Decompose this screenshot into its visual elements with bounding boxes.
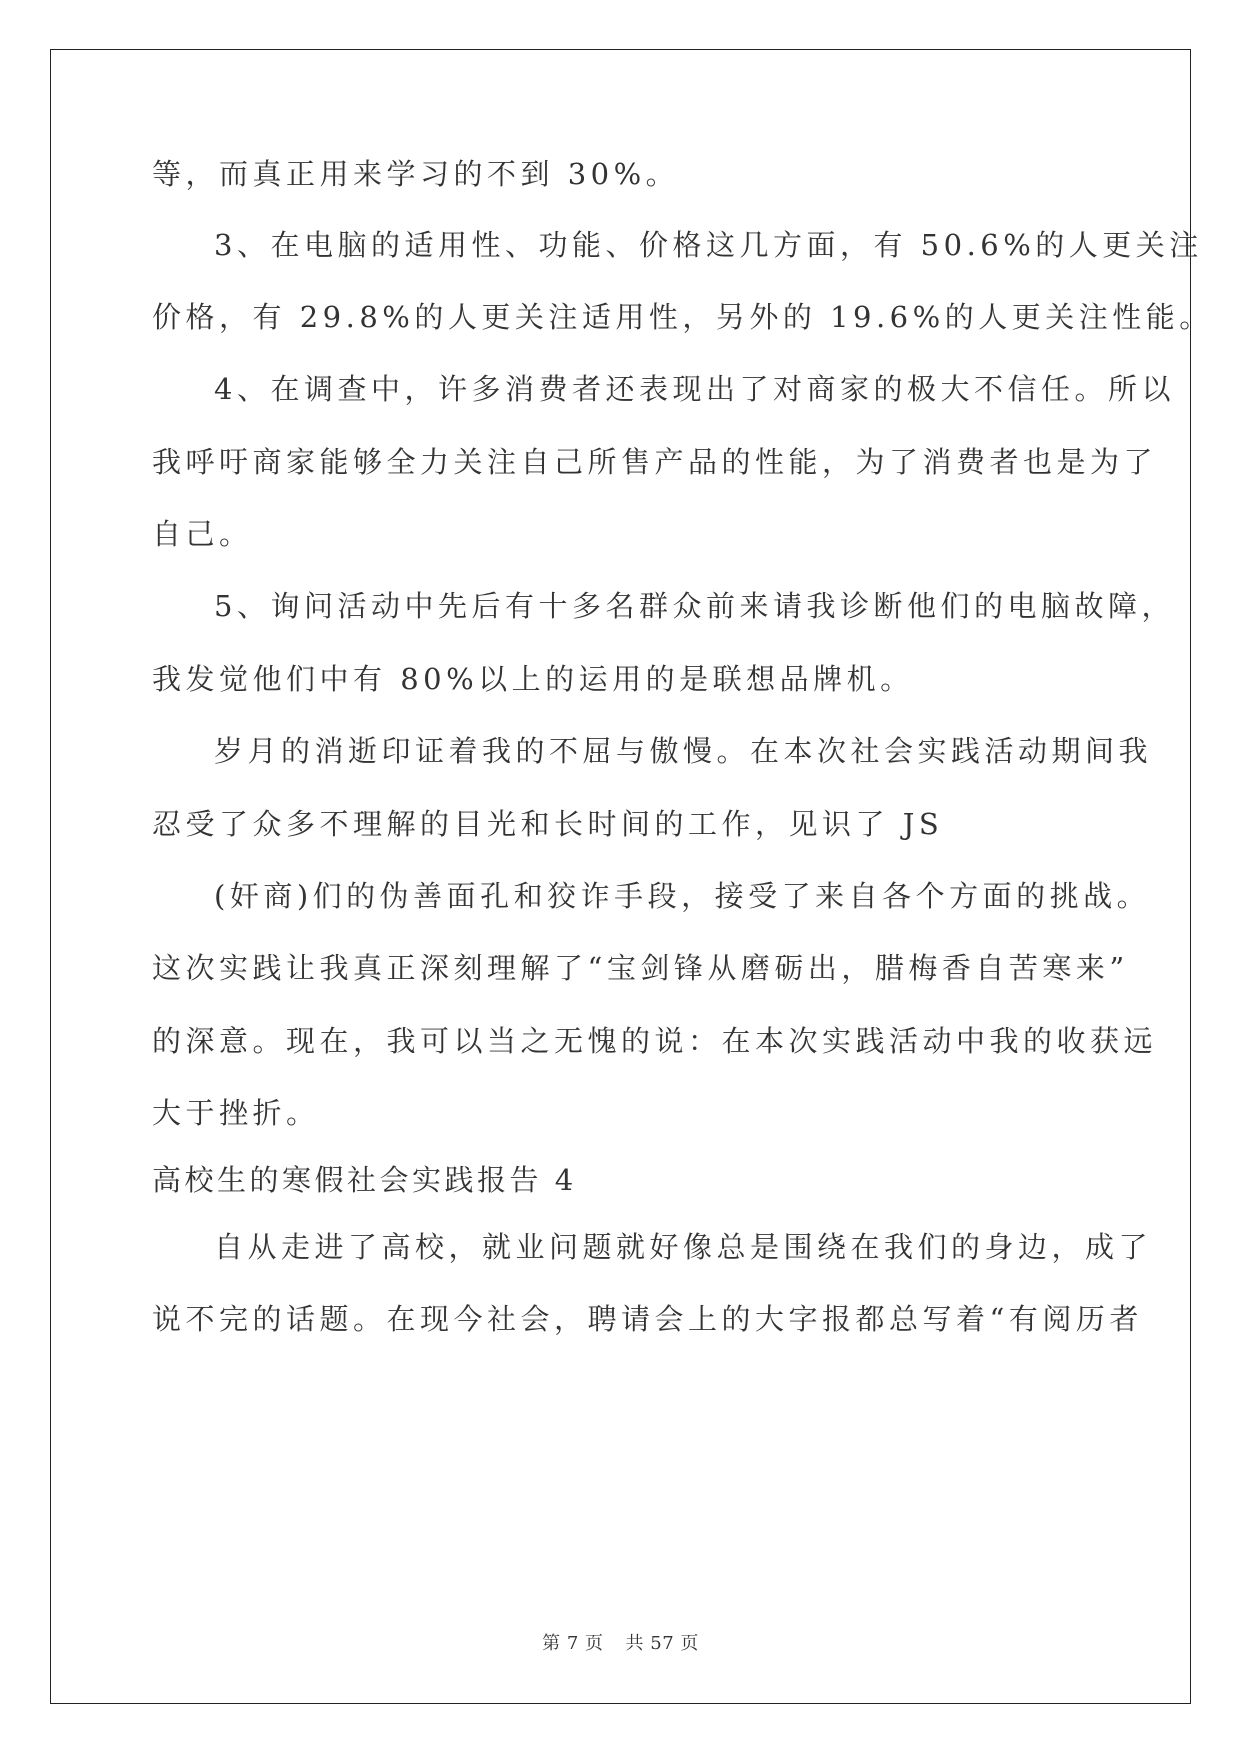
- text-line: 4、在调查中，许多消费者还表现出了对商家的极大不信任。所以: [214, 372, 1175, 406]
- text-line: 说不完的话题。在现今社会，聘请会上的大字报都总写着“有阅历者: [152, 1302, 1143, 1336]
- text-line: 3、在电脑的适用性、功能、价格这几方面，有 50.6%的人更关注: [214, 228, 1203, 262]
- text-line: 这次实践让我真正深刻理解了“宝剑锋从磨砺出，腊梅香自苦寒来”: [152, 951, 1129, 985]
- text-line: 等，而真正用来学习的不到 30%。: [152, 157, 680, 191]
- text-line: 岁月的消逝印证着我的不屈与傲慢。在本次社会实践活动期间我: [214, 734, 1153, 768]
- text-line: 的深意。现在，我可以当之无愧的说：在本次实践活动中我的收获远: [152, 1024, 1158, 1058]
- text-line: (奸商)们的伪善面孔和狡诈手段，接受了来自各个方面的挑战。: [214, 879, 1151, 913]
- text-line: 我发觉他们中有 80%以上的运用的是联想品牌机。: [152, 662, 914, 696]
- page-number: 第 7 页: [542, 1633, 604, 1654]
- text-line: 价格，有 29.8%的人更关注适用性，另外的 19.6%的人更关注性能。: [152, 300, 1213, 334]
- text-line: 自己。: [152, 517, 253, 551]
- text-line: 大于挫折。: [152, 1096, 320, 1130]
- page-footer: [0, 1632, 1241, 1656]
- text-line: 忍受了众多不理解的目光和长时间的工作，见识了 JS: [152, 807, 944, 841]
- page-total: 共 57 页: [625, 1633, 699, 1654]
- text-line: 我呼吁商家能够全力关注自己所售产品的性能，为了消费者也是为了: [152, 445, 1158, 479]
- section-heading: 高校生的寒假社会实践报告 4: [152, 1163, 577, 1197]
- text-line: 5、询问活动中先后有十多名群众前来请我诊断他们的电脑故障，: [214, 589, 1175, 623]
- text-line: 自从走进了高校，就业问题就好像总是围绕在我们的身边，成了: [214, 1230, 1153, 1264]
